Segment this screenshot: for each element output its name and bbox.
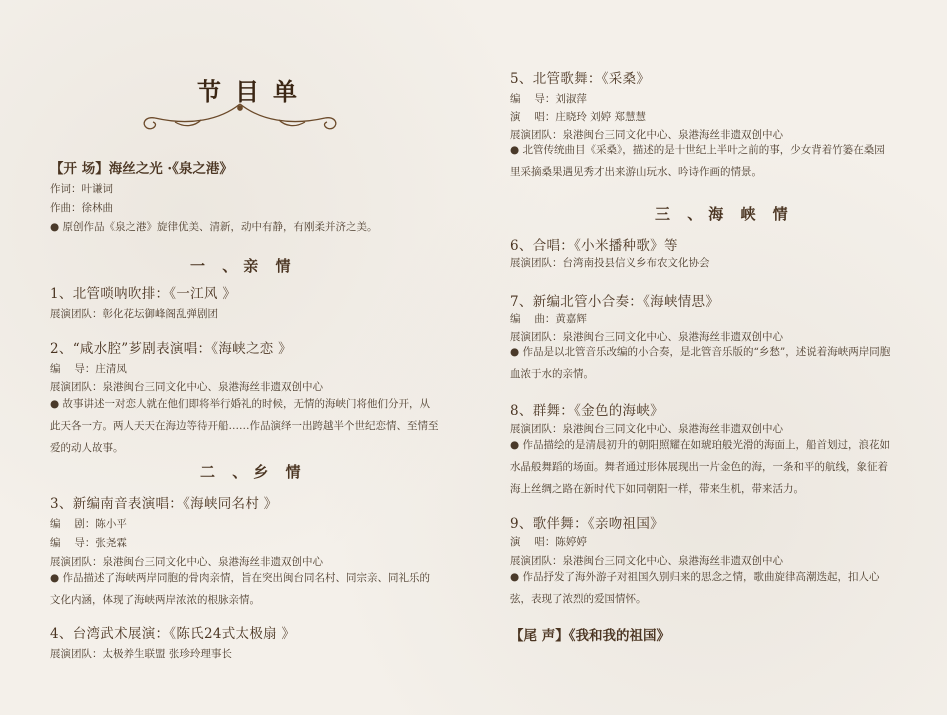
program-3-team: 展演团队：泉港闽台三同文化中心、泉港海丝非遗双创中心 <box>50 556 323 568</box>
closing-heading: 【尾 声】《我和我的祖国》 <box>510 628 670 644</box>
program-2-title: 2、“咸水腔”芗剧表演唱：《海峡之恋 》 <box>50 341 292 357</box>
program-5-director: 编 导：刘淑萍 <box>510 93 587 105</box>
program-7-arranger: 编 曲：黄嘉辉 <box>510 313 587 325</box>
program-5-team: 展演团队：泉港闽台三同文化中心、泉港海丝非遗双创中心 <box>510 129 783 141</box>
program-3-playwright: 编 剧：陈小平 <box>50 518 127 530</box>
program-3-title: 3、新编南音表演唱：《海峡同名村 》 <box>50 496 278 512</box>
program-4-team: 展演团队：太极养生联盟 张珍玲理事长 <box>50 648 232 660</box>
program-8-team: 展演团队：泉港闽台三同文化中心、泉港海丝非遗双创中心 <box>510 423 783 435</box>
program-7-description: ● 作品是以北管音乐改编的小合奏，是北管音乐版的“乡愁”，述说着海峡两岸同胞血浓于水的亲情。 <box>510 346 891 380</box>
opening-heading: 【开 场】海丝之光 ·《泉之港》 <box>50 161 233 177</box>
program-8-title: 8、群舞：《金色的海峡》 <box>510 403 664 419</box>
program-1-team: 展演团队：彰化花坛御峰阁乱弹剧团 <box>50 308 218 320</box>
section-heading-1: 一 、亲 情 <box>190 257 297 275</box>
program-7-title: 7、新编北管小合奏：《海峡情思》 <box>510 294 720 310</box>
program-2-director: 编 导：庄清凤 <box>50 363 127 375</box>
section-heading-2: 二 、乡 情 <box>200 463 307 481</box>
program-9-description: ● 作品抒发了海外游子对祖国久别归来的思念之情，歌曲旋律高潮迭起，扣人心弦，表现了浓烈的爱国情怀。 <box>510 571 880 605</box>
program-5-description: ● 北管传统曲目《采桑》，描述的是十世纪上半叶之前的事，少女背着竹篓在桑园里采摘桑果遇见秀才出来游山玩水、吟诗作画的情景。 <box>510 144 885 178</box>
program-9-singer: 演 唱：陈婷婷 <box>510 536 587 548</box>
program-6-title: 6、合唱：《小米播种歌》等 <box>510 238 678 254</box>
program-8-description: ● 作品描绘的是清晨初升的朝阳照耀在如琥珀般光滑的海面上，船首划过，浪花如水晶般舞蹈的场面。舞者通过形体展现出一片金色的海，一条和平的航线，象征着海上丝绸之路在新时代下如同朝阳一样，带来生机，带来活力。 <box>510 439 890 495</box>
program-2-team: 展演团队：泉港闽台三同文化中心、泉港海丝非遗双创中心 <box>50 381 323 393</box>
program-6-team: 展演团队：台湾南投县信义乡布农文化协会 <box>510 257 710 269</box>
program-3-description: ● 作品描述了海峡两岸同胞的骨肉亲情，旨在突出闽台同名村、同宗亲、同礼乐的文化内涵，体现了海峡两岸浓浓的根脉亲情。 <box>50 572 430 606</box>
opening-composer: 作曲：徐林曲 <box>50 202 113 214</box>
title-ornament-icon <box>135 98 345 134</box>
section-heading-3: 三 、海 峡 情 <box>655 205 794 223</box>
program-7-team: 展演团队：泉港闽台三同文化中心、泉港海丝非遗双创中心 <box>510 331 783 343</box>
opening-lyricist: 作词：叶谦词 <box>50 183 113 195</box>
opening-description: ● 原创作品《泉之港》旋律优美、清新，动中有静，有刚柔并济之美。 <box>50 221 378 233</box>
program-5-title: 5、北管歌舞：《采桑》 <box>510 71 651 87</box>
program-1-title: 1、北管唢呐吹排：《一江风 》 <box>50 286 237 302</box>
program-9-team: 展演团队：泉港闽台三同文化中心、泉港海丝非遗双创中心 <box>510 555 783 567</box>
program-2-description: ● 故事讲述一对恋人就在他们即将举行婚礼的时候，无情的海峡门将他们分开，从此天各一方。两人天天在海边等待开船……作品演绎一出跨越半个世纪恋情、至情至爱的动人故事。 <box>50 398 439 454</box>
program-5-singers: 演 唱：庄晓玲 刘婷 郑慧慧 <box>510 111 647 123</box>
program-4-title: 4、台湾武术展演：《陈氏24式太极扇 》 <box>50 626 296 642</box>
page-title: 节目单 <box>197 77 311 106</box>
program-3-director: 编 导：张尧霖 <box>50 537 127 549</box>
program-9-title: 9、歌伴舞：《亲吻祖国》 <box>510 516 664 532</box>
